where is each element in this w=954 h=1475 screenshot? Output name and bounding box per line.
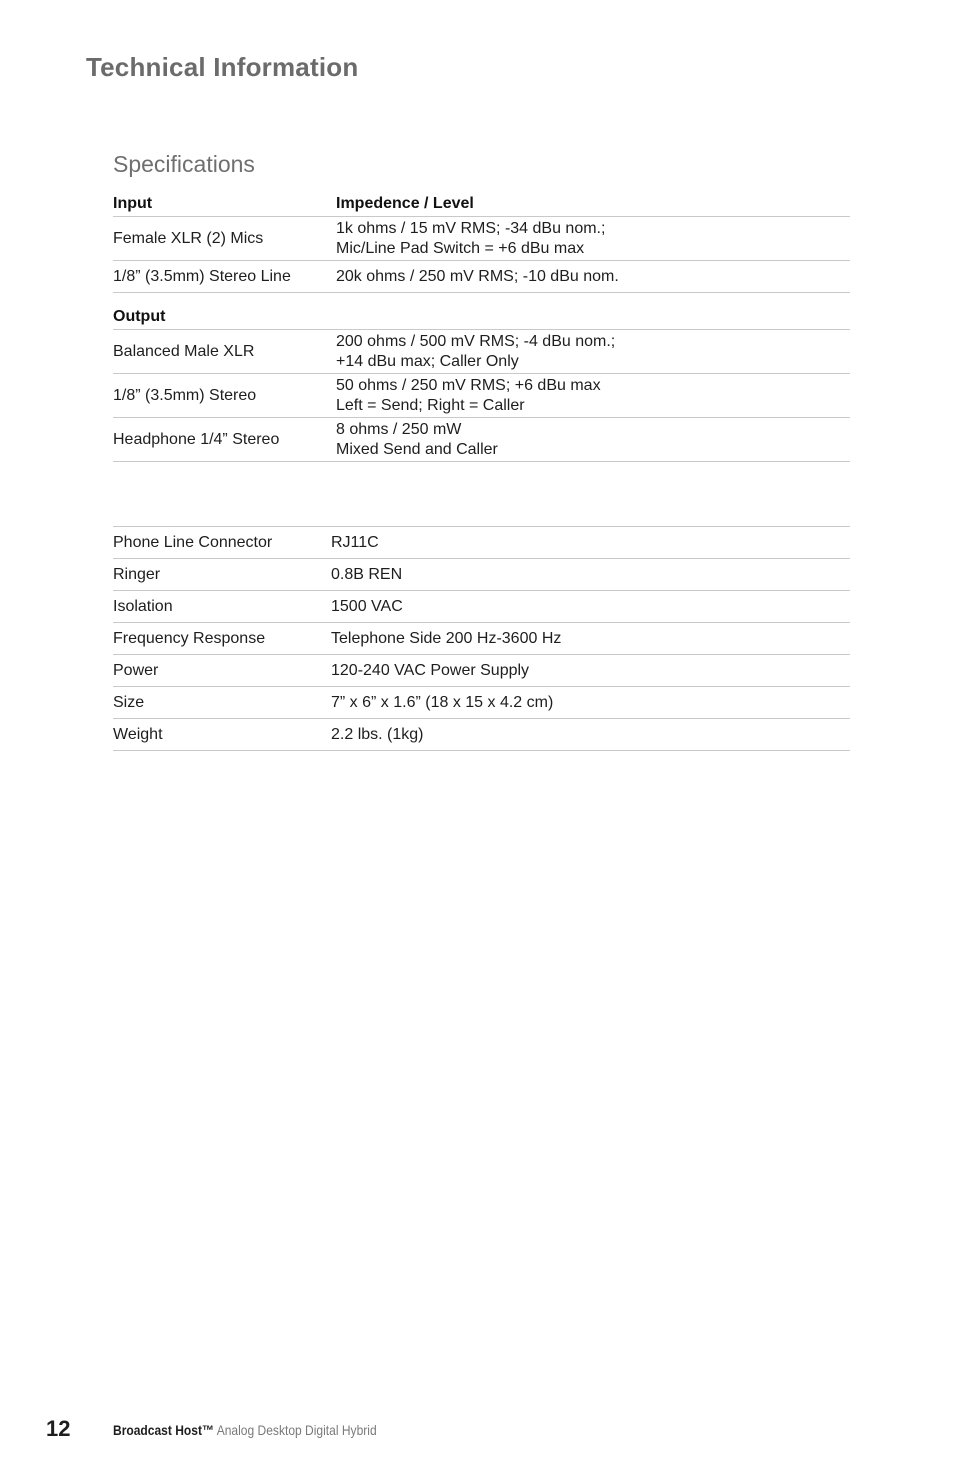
table-row — [113, 559, 850, 591]
spec-value: 7” x 6” x 1.6” (18 x 15 x 4.2 cm) — [331, 687, 850, 719]
spec-label: Size — [113, 687, 331, 719]
spec-label: Frequency Response — [113, 623, 331, 655]
table-row — [113, 719, 850, 751]
spec-label: Phone Line Connector — [113, 527, 331, 559]
spec-label: Balanced Male XLR — [113, 330, 336, 374]
io-spec-table — [113, 192, 850, 462]
spec-value: 120-240 VAC Power Supply — [331, 655, 850, 687]
page-title: Technical Information — [86, 52, 359, 82]
level-header: Impedence / Level — [336, 192, 850, 217]
spec-label: Isolation — [113, 591, 331, 623]
table-row — [113, 261, 850, 293]
table-row — [113, 418, 850, 462]
spec-value — [336, 330, 850, 374]
spec-label: Headphone 1/4” Stereo — [113, 418, 336, 462]
table-row — [113, 217, 850, 261]
general-spec-table — [113, 526, 850, 751]
spec-value — [336, 261, 850, 293]
spec-value: Telephone Side 200 Hz-3600 Hz — [331, 623, 850, 655]
spec-value: 1500 VAC — [331, 591, 850, 623]
spec-label: Ringer — [113, 559, 331, 591]
spec-value-line: Mixed Send and Caller — [336, 440, 498, 458]
table-row — [113, 374, 850, 418]
spec-label: 1/8” (3.5mm) Stereo — [113, 374, 336, 418]
table-row — [113, 591, 850, 623]
spec-value-line: 8 ohms / 250 mW — [336, 420, 462, 438]
spec-value — [336, 217, 850, 261]
footer-brand: Broadcast Host™ — [113, 1422, 215, 1438]
spec-label: 1/8” (3.5mm) Stereo Line — [113, 261, 336, 293]
table-spacer — [113, 293, 850, 306]
spec-value: 2.2 lbs. (1kg) — [331, 719, 850, 751]
table-header-row — [113, 305, 850, 330]
table-row — [113, 623, 850, 655]
spec-value-line: +14 dBu max; Caller Only — [336, 352, 519, 370]
spec-value-line: Mic/Line Pad Switch = +6 dBu max — [336, 239, 585, 257]
spec-label: Female XLR (2) Mics — [113, 217, 336, 261]
section-title: Specifications — [113, 151, 255, 177]
table-row — [113, 330, 850, 374]
spec-value: RJ11C — [331, 527, 850, 559]
spec-label: Weight — [113, 719, 331, 751]
footer-caption — [113, 1422, 377, 1438]
spec-value — [336, 374, 850, 418]
spec-value-line: 20k ohms / 250 mV RMS; -10 dBu nom. — [336, 267, 619, 285]
table-row — [113, 527, 850, 559]
table-row — [113, 687, 850, 719]
page-number: 12 — [46, 1416, 71, 1441]
footer-subtitle: Analog Desktop Digital Hybrid — [216, 1422, 377, 1438]
spec-value-line: 50 ohms / 250 mV RMS; +6 dBu max — [336, 376, 601, 394]
table-header-row — [113, 192, 850, 217]
spec-value: 0.8B REN — [331, 559, 850, 591]
spec-label: Power — [113, 655, 331, 687]
spec-value — [336, 418, 850, 462]
output-header: Output — [113, 305, 336, 330]
spec-value-line: 200 ohms / 500 mV RMS; -4 dBu nom.; — [336, 332, 616, 350]
spec-value-line: Left = Send; Right = Caller — [336, 396, 525, 414]
table-row — [113, 655, 850, 687]
input-header: Input — [113, 192, 336, 217]
spec-value-line: 1k ohms / 15 mV RMS; -34 dBu nom.; — [336, 219, 606, 237]
